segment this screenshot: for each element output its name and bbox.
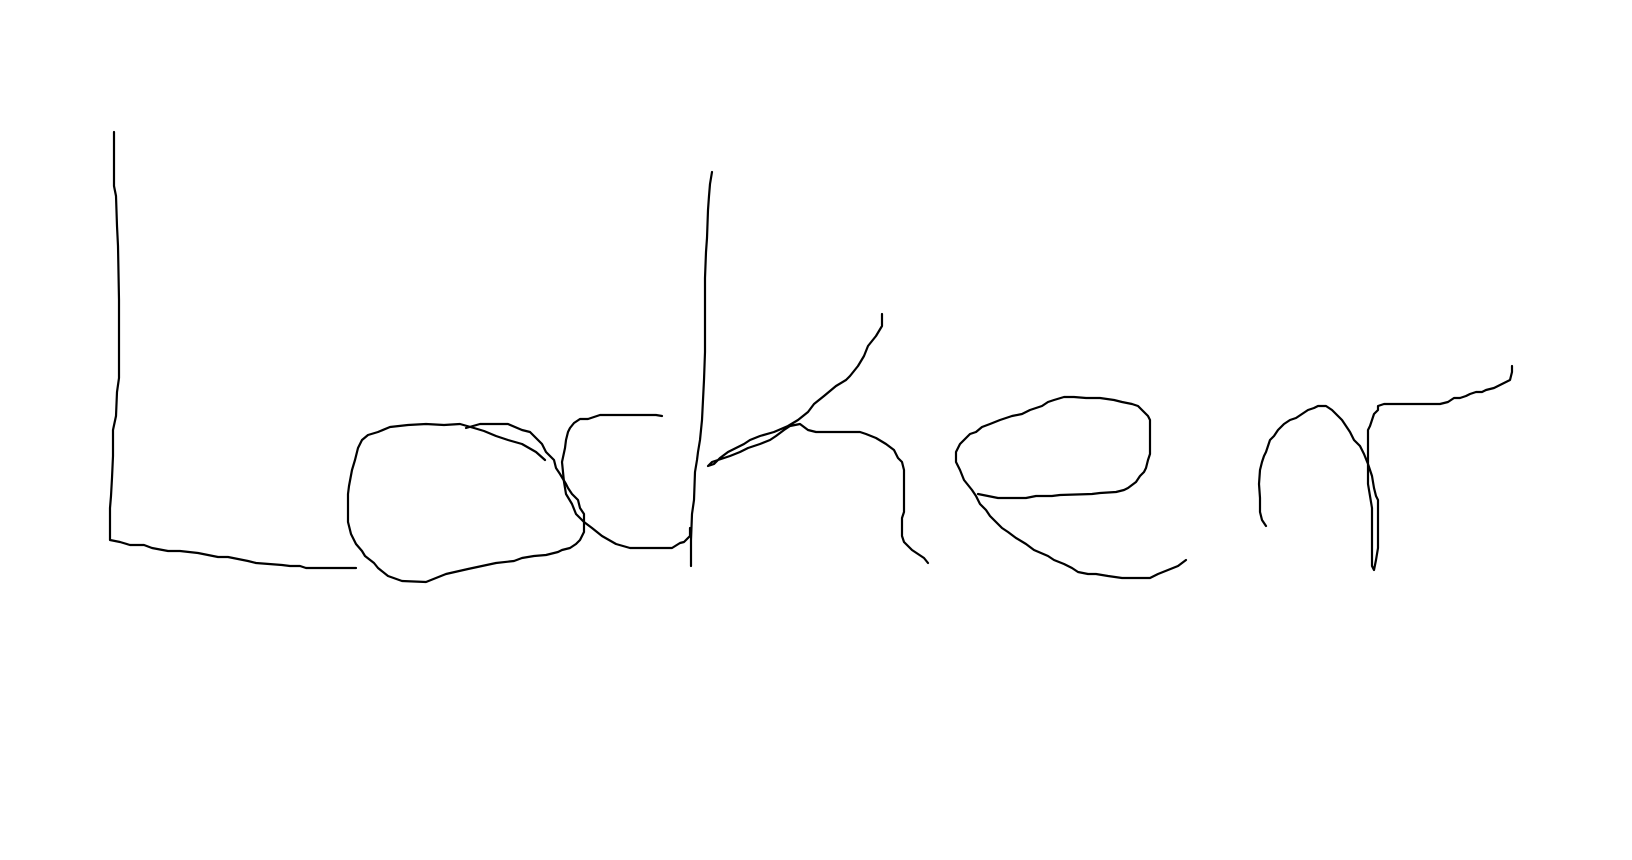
letter-L-stroke: [110, 132, 356, 568]
letter-r-stroke: [1259, 366, 1512, 570]
letter-k-arm-stroke: [708, 314, 928, 563]
letter-k-stem-stroke: [691, 172, 712, 566]
letter-o-stroke: [348, 424, 584, 582]
letter-c-stroke: [562, 415, 690, 548]
letter-e-stroke: [956, 397, 1186, 578]
handwritten-word: [110, 132, 1512, 582]
